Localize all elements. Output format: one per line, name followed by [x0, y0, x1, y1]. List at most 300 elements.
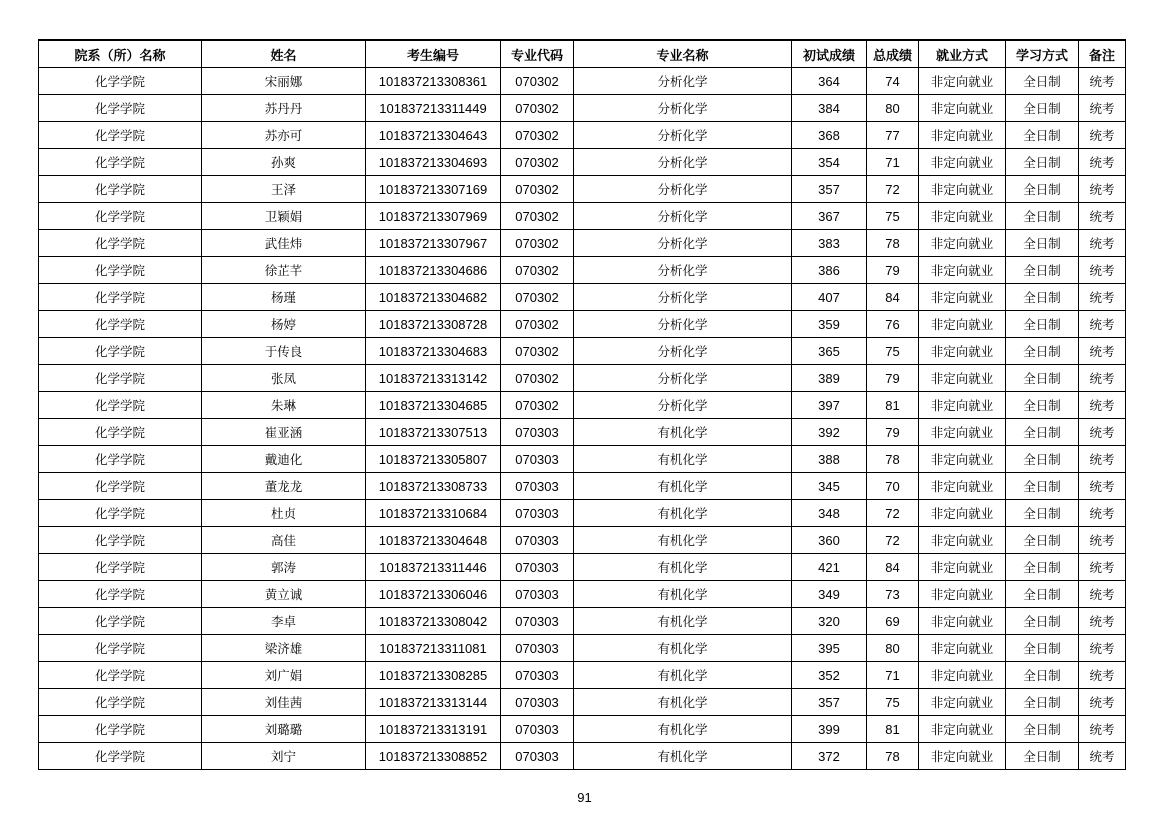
table-row — [39, 284, 1126, 311]
cell-study-mode: 全日制 — [1006, 68, 1079, 95]
cell-employment-type: 非定向就业 — [919, 581, 1006, 608]
cell-name: 高佳 — [202, 527, 366, 554]
page-number: 91 — [577, 790, 592, 805]
cell-total-score: 72 — [867, 527, 919, 554]
cell-remarks: 统考 — [1079, 473, 1126, 500]
cell-candidate-id: 101837213307967 — [366, 230, 501, 257]
cell-department: 化学学院 — [39, 95, 202, 122]
cell-name: 张凤 — [202, 365, 366, 392]
cell-total-score: 73 — [867, 581, 919, 608]
cell-name: 刘佳茜 — [202, 689, 366, 716]
cell-total-score: 70 — [867, 473, 919, 500]
cell-prelim-score: 368 — [792, 122, 867, 149]
cell-name: 孙爽 — [202, 149, 366, 176]
cell-prelim-score: 357 — [792, 689, 867, 716]
cell-candidate-id: 101837213306046 — [366, 581, 501, 608]
cell-candidate-id: 101837213304693 — [366, 149, 501, 176]
cell-name: 崔亚涵 — [202, 419, 366, 446]
header-employment-type: 就业方式 — [919, 40, 1006, 68]
cell-prelim-score: 421 — [792, 554, 867, 581]
cell-remarks: 统考 — [1079, 311, 1126, 338]
header-row — [39, 40, 1126, 68]
cell-study-mode: 全日制 — [1006, 554, 1079, 581]
cell-remarks: 统考 — [1079, 257, 1126, 284]
cell-major-name: 分析化学 — [574, 122, 792, 149]
header-department: 院系（所）名称 — [39, 40, 202, 68]
cell-major-code: 070303 — [501, 689, 574, 716]
cell-candidate-id: 101837213308042 — [366, 608, 501, 635]
cell-total-score: 81 — [867, 392, 919, 419]
cell-employment-type: 非定向就业 — [919, 608, 1006, 635]
cell-remarks: 统考 — [1079, 581, 1126, 608]
cell-candidate-id: 101837213313142 — [366, 365, 501, 392]
cell-total-score: 72 — [867, 176, 919, 203]
cell-remarks: 统考 — [1079, 689, 1126, 716]
cell-name: 刘宁 — [202, 743, 366, 770]
cell-remarks: 统考 — [1079, 608, 1126, 635]
cell-remarks: 统考 — [1079, 554, 1126, 581]
cell-major-code: 070302 — [501, 149, 574, 176]
cell-department: 化学学院 — [39, 257, 202, 284]
table-row — [39, 635, 1126, 662]
cell-prelim-score: 320 — [792, 608, 867, 635]
cell-major-code: 070303 — [501, 500, 574, 527]
cell-employment-type: 非定向就业 — [919, 554, 1006, 581]
cell-candidate-id: 101837213307169 — [366, 176, 501, 203]
cell-major-name: 分析化学 — [574, 95, 792, 122]
cell-name: 武佳炜 — [202, 230, 366, 257]
cell-department: 化学学院 — [39, 716, 202, 743]
cell-department: 化学学院 — [39, 419, 202, 446]
cell-major-name: 有机化学 — [574, 554, 792, 581]
cell-total-score: 72 — [867, 500, 919, 527]
cell-candidate-id: 101837213304648 — [366, 527, 501, 554]
cell-prelim-score: 392 — [792, 419, 867, 446]
cell-study-mode: 全日制 — [1006, 446, 1079, 473]
cell-major-code: 070303 — [501, 419, 574, 446]
cell-major-name: 有机化学 — [574, 446, 792, 473]
cell-candidate-id: 101837213304643 — [366, 122, 501, 149]
header-major-name: 专业名称 — [574, 40, 792, 68]
cell-study-mode: 全日制 — [1006, 527, 1079, 554]
header-major-code: 专业代码 — [501, 40, 574, 68]
cell-prelim-score: 348 — [792, 500, 867, 527]
cell-candidate-id: 101837213308361 — [366, 68, 501, 95]
cell-study-mode: 全日制 — [1006, 635, 1079, 662]
cell-remarks: 统考 — [1079, 716, 1126, 743]
cell-remarks: 统考 — [1079, 122, 1126, 149]
cell-major-code: 070302 — [501, 284, 574, 311]
cell-department: 化学学院 — [39, 392, 202, 419]
cell-major-code: 070302 — [501, 365, 574, 392]
cell-employment-type: 非定向就业 — [919, 284, 1006, 311]
cell-department: 化学学院 — [39, 500, 202, 527]
cell-prelim-score: 354 — [792, 149, 867, 176]
table-row — [39, 203, 1126, 230]
cell-remarks: 统考 — [1079, 419, 1126, 446]
cell-prelim-score: 372 — [792, 743, 867, 770]
cell-major-code: 070302 — [501, 392, 574, 419]
cell-total-score: 69 — [867, 608, 919, 635]
cell-remarks: 统考 — [1079, 149, 1126, 176]
table-row — [39, 149, 1126, 176]
table-row — [39, 554, 1126, 581]
admission-roster-table — [38, 39, 1126, 770]
cell-total-score: 84 — [867, 284, 919, 311]
cell-major-name: 分析化学 — [574, 311, 792, 338]
cell-department: 化学学院 — [39, 689, 202, 716]
cell-total-score: 81 — [867, 716, 919, 743]
cell-remarks: 统考 — [1079, 635, 1126, 662]
cell-study-mode: 全日制 — [1006, 95, 1079, 122]
cell-total-score: 75 — [867, 689, 919, 716]
cell-major-name: 有机化学 — [574, 419, 792, 446]
table-row — [39, 527, 1126, 554]
cell-major-name: 分析化学 — [574, 176, 792, 203]
cell-name: 刘广娟 — [202, 662, 366, 689]
cell-candidate-id: 101837213307513 — [366, 419, 501, 446]
cell-major-code: 070302 — [501, 122, 574, 149]
header-total-score: 总成绩 — [867, 40, 919, 68]
cell-candidate-id: 101837213305807 — [366, 446, 501, 473]
cell-major-code: 070302 — [501, 338, 574, 365]
cell-study-mode: 全日制 — [1006, 176, 1079, 203]
cell-employment-type: 非定向就业 — [919, 203, 1006, 230]
header-study-mode: 学习方式 — [1006, 40, 1079, 68]
table-row — [39, 311, 1126, 338]
cell-major-name: 分析化学 — [574, 257, 792, 284]
cell-name: 戴迪化 — [202, 446, 366, 473]
table-row — [39, 392, 1126, 419]
cell-prelim-score: 395 — [792, 635, 867, 662]
cell-department: 化学学院 — [39, 581, 202, 608]
cell-major-name: 有机化学 — [574, 581, 792, 608]
cell-total-score: 78 — [867, 446, 919, 473]
cell-remarks: 统考 — [1079, 500, 1126, 527]
cell-candidate-id: 101837213313144 — [366, 689, 501, 716]
cell-employment-type: 非定向就业 — [919, 365, 1006, 392]
cell-total-score: 71 — [867, 149, 919, 176]
cell-major-name: 有机化学 — [574, 527, 792, 554]
cell-prelim-score: 364 — [792, 68, 867, 95]
cell-study-mode: 全日制 — [1006, 716, 1079, 743]
cell-remarks: 统考 — [1079, 68, 1126, 95]
cell-prelim-score: 357 — [792, 176, 867, 203]
cell-prelim-score: 352 — [792, 662, 867, 689]
cell-department: 化学学院 — [39, 284, 202, 311]
cell-prelim-score: 345 — [792, 473, 867, 500]
cell-prelim-score: 359 — [792, 311, 867, 338]
table-row — [39, 257, 1126, 284]
cell-department: 化学学院 — [39, 311, 202, 338]
cell-candidate-id: 101837213307969 — [366, 203, 501, 230]
cell-department: 化学学院 — [39, 446, 202, 473]
cell-employment-type: 非定向就业 — [919, 662, 1006, 689]
table-row — [39, 743, 1126, 770]
cell-remarks: 统考 — [1079, 203, 1126, 230]
cell-major-code: 070302 — [501, 311, 574, 338]
cell-study-mode: 全日制 — [1006, 122, 1079, 149]
cell-prelim-score: 389 — [792, 365, 867, 392]
cell-prelim-score: 367 — [792, 203, 867, 230]
cell-candidate-id: 101837213308733 — [366, 473, 501, 500]
cell-name: 苏丹丹 — [202, 95, 366, 122]
cell-study-mode: 全日制 — [1006, 419, 1079, 446]
cell-candidate-id: 101837213311449 — [366, 95, 501, 122]
cell-major-code: 070303 — [501, 473, 574, 500]
cell-major-name: 分析化学 — [574, 284, 792, 311]
cell-study-mode: 全日制 — [1006, 473, 1079, 500]
cell-remarks: 统考 — [1079, 365, 1126, 392]
cell-study-mode: 全日制 — [1006, 365, 1079, 392]
cell-department: 化学学院 — [39, 743, 202, 770]
cell-candidate-id: 101837213304683 — [366, 338, 501, 365]
cell-candidate-id: 101837213311081 — [366, 635, 501, 662]
cell-employment-type: 非定向就业 — [919, 122, 1006, 149]
cell-major-name: 有机化学 — [574, 662, 792, 689]
table-row — [39, 662, 1126, 689]
cell-prelim-score: 397 — [792, 392, 867, 419]
cell-name: 宋丽娜 — [202, 68, 366, 95]
cell-total-score: 84 — [867, 554, 919, 581]
cell-major-code: 070302 — [501, 257, 574, 284]
cell-department: 化学学院 — [39, 203, 202, 230]
cell-major-code: 070303 — [501, 662, 574, 689]
cell-major-code: 070303 — [501, 581, 574, 608]
cell-name: 杨瑾 — [202, 284, 366, 311]
cell-major-code: 070302 — [501, 230, 574, 257]
cell-department: 化学学院 — [39, 662, 202, 689]
cell-name: 刘璐璐 — [202, 716, 366, 743]
table-body — [39, 68, 1126, 770]
cell-employment-type: 非定向就业 — [919, 149, 1006, 176]
cell-major-name: 有机化学 — [574, 473, 792, 500]
cell-total-score: 80 — [867, 95, 919, 122]
cell-major-code: 070303 — [501, 716, 574, 743]
cell-name: 杜贞 — [202, 500, 366, 527]
cell-name: 朱琳 — [202, 392, 366, 419]
cell-remarks: 统考 — [1079, 338, 1126, 365]
cell-study-mode: 全日制 — [1006, 149, 1079, 176]
cell-remarks: 统考 — [1079, 95, 1126, 122]
cell-name: 苏亦可 — [202, 122, 366, 149]
cell-name: 郭涛 — [202, 554, 366, 581]
cell-department: 化学学院 — [39, 608, 202, 635]
cell-total-score: 76 — [867, 311, 919, 338]
cell-employment-type: 非定向就业 — [919, 257, 1006, 284]
cell-candidate-id: 101837213308852 — [366, 743, 501, 770]
cell-employment-type: 非定向就业 — [919, 473, 1006, 500]
cell-major-code: 070303 — [501, 527, 574, 554]
cell-major-code: 070303 — [501, 554, 574, 581]
cell-department: 化学学院 — [39, 365, 202, 392]
table-row — [39, 716, 1126, 743]
table-row — [39, 473, 1126, 500]
cell-employment-type: 非定向就业 — [919, 446, 1006, 473]
cell-total-score: 78 — [867, 743, 919, 770]
cell-study-mode: 全日制 — [1006, 743, 1079, 770]
cell-total-score: 74 — [867, 68, 919, 95]
table-row — [39, 608, 1126, 635]
cell-remarks: 统考 — [1079, 662, 1126, 689]
cell-total-score: 78 — [867, 230, 919, 257]
cell-employment-type: 非定向就业 — [919, 68, 1006, 95]
table-row — [39, 581, 1126, 608]
table-row — [39, 68, 1126, 95]
cell-total-score: 77 — [867, 122, 919, 149]
table-row — [39, 365, 1126, 392]
cell-major-name: 分析化学 — [574, 392, 792, 419]
cell-name: 董龙龙 — [202, 473, 366, 500]
cell-candidate-id: 101837213310684 — [366, 500, 501, 527]
cell-employment-type: 非定向就业 — [919, 392, 1006, 419]
cell-major-code: 070302 — [501, 68, 574, 95]
header-prelim-score: 初试成绩 — [792, 40, 867, 68]
cell-total-score: 75 — [867, 203, 919, 230]
cell-prelim-score: 399 — [792, 716, 867, 743]
cell-candidate-id: 101837213313191 — [366, 716, 501, 743]
table-row — [39, 176, 1126, 203]
cell-prelim-score: 388 — [792, 446, 867, 473]
cell-study-mode: 全日制 — [1006, 581, 1079, 608]
cell-candidate-id: 101837213304682 — [366, 284, 501, 311]
cell-prelim-score: 360 — [792, 527, 867, 554]
table-row — [39, 95, 1126, 122]
cell-major-code: 070302 — [501, 176, 574, 203]
cell-major-name: 分析化学 — [574, 338, 792, 365]
cell-name: 王泽 — [202, 176, 366, 203]
cell-major-name: 分析化学 — [574, 149, 792, 176]
cell-name: 卫颖娟 — [202, 203, 366, 230]
cell-remarks: 统考 — [1079, 176, 1126, 203]
cell-remarks: 统考 — [1079, 527, 1126, 554]
header-candidate-id: 考生编号 — [366, 40, 501, 68]
cell-prelim-score: 386 — [792, 257, 867, 284]
cell-major-code: 070303 — [501, 608, 574, 635]
cell-name: 黄立诚 — [202, 581, 366, 608]
cell-study-mode: 全日制 — [1006, 392, 1079, 419]
cell-employment-type: 非定向就业 — [919, 716, 1006, 743]
cell-department: 化学学院 — [39, 122, 202, 149]
cell-employment-type: 非定向就业 — [919, 500, 1006, 527]
cell-study-mode: 全日制 — [1006, 257, 1079, 284]
cell-remarks: 统考 — [1079, 743, 1126, 770]
table-row — [39, 689, 1126, 716]
cell-employment-type: 非定向就业 — [919, 689, 1006, 716]
cell-prelim-score: 349 — [792, 581, 867, 608]
cell-prelim-score: 365 — [792, 338, 867, 365]
header-name: 姓名 — [202, 40, 366, 68]
cell-major-code: 070303 — [501, 635, 574, 662]
table-row — [39, 338, 1126, 365]
cell-department: 化学学院 — [39, 635, 202, 662]
cell-department: 化学学院 — [39, 176, 202, 203]
cell-study-mode: 全日制 — [1006, 338, 1079, 365]
cell-department: 化学学院 — [39, 473, 202, 500]
cell-name: 于传良 — [202, 338, 366, 365]
cell-study-mode: 全日制 — [1006, 608, 1079, 635]
table-row — [39, 446, 1126, 473]
cell-total-score: 80 — [867, 635, 919, 662]
cell-department: 化学学院 — [39, 149, 202, 176]
cell-prelim-score: 384 — [792, 95, 867, 122]
cell-remarks: 统考 — [1079, 284, 1126, 311]
cell-major-name: 分析化学 — [574, 230, 792, 257]
cell-remarks: 统考 — [1079, 392, 1126, 419]
cell-department: 化学学院 — [39, 338, 202, 365]
table-row — [39, 230, 1126, 257]
cell-study-mode: 全日制 — [1006, 203, 1079, 230]
header-remarks: 备注 — [1079, 40, 1126, 68]
table-row — [39, 500, 1126, 527]
cell-candidate-id: 101837213311446 — [366, 554, 501, 581]
cell-major-name: 分析化学 — [574, 203, 792, 230]
cell-department: 化学学院 — [39, 554, 202, 581]
cell-major-name: 分析化学 — [574, 68, 792, 95]
cell-major-code: 070303 — [501, 743, 574, 770]
cell-employment-type: 非定向就业 — [919, 743, 1006, 770]
cell-major-name: 有机化学 — [574, 716, 792, 743]
cell-name: 李卓 — [202, 608, 366, 635]
cell-employment-type: 非定向就业 — [919, 311, 1006, 338]
cell-major-code: 070302 — [501, 203, 574, 230]
cell-candidate-id: 101837213304685 — [366, 392, 501, 419]
cell-major-code: 070302 — [501, 95, 574, 122]
cell-candidate-id: 101837213304686 — [366, 257, 501, 284]
cell-study-mode: 全日制 — [1006, 500, 1079, 527]
cell-remarks: 统考 — [1079, 230, 1126, 257]
cell-major-name: 有机化学 — [574, 608, 792, 635]
cell-employment-type: 非定向就业 — [919, 338, 1006, 365]
cell-department: 化学学院 — [39, 527, 202, 554]
table-row — [39, 122, 1126, 149]
cell-employment-type: 非定向就业 — [919, 230, 1006, 257]
cell-candidate-id: 101837213308285 — [366, 662, 501, 689]
cell-major-name: 分析化学 — [574, 365, 792, 392]
cell-study-mode: 全日制 — [1006, 662, 1079, 689]
cell-study-mode: 全日制 — [1006, 230, 1079, 257]
cell-name: 梁济雄 — [202, 635, 366, 662]
cell-major-name: 有机化学 — [574, 635, 792, 662]
table-row — [39, 419, 1126, 446]
cell-major-name: 有机化学 — [574, 743, 792, 770]
cell-major-name: 有机化学 — [574, 500, 792, 527]
cell-employment-type: 非定向就业 — [919, 176, 1006, 203]
cell-prelim-score: 407 — [792, 284, 867, 311]
cell-total-score: 71 — [867, 662, 919, 689]
cell-major-name: 有机化学 — [574, 689, 792, 716]
cell-total-score: 75 — [867, 338, 919, 365]
cell-prelim-score: 383 — [792, 230, 867, 257]
cell-employment-type: 非定向就业 — [919, 95, 1006, 122]
cell-name: 徐芷芊 — [202, 257, 366, 284]
cell-study-mode: 全日制 — [1006, 689, 1079, 716]
cell-total-score: 79 — [867, 419, 919, 446]
cell-remarks: 统考 — [1079, 446, 1126, 473]
cell-department: 化学学院 — [39, 230, 202, 257]
cell-employment-type: 非定向就业 — [919, 635, 1006, 662]
cell-employment-type: 非定向就业 — [919, 419, 1006, 446]
cell-study-mode: 全日制 — [1006, 284, 1079, 311]
cell-employment-type: 非定向就业 — [919, 527, 1006, 554]
cell-study-mode: 全日制 — [1006, 311, 1079, 338]
cell-major-code: 070303 — [501, 446, 574, 473]
cell-department: 化学学院 — [39, 68, 202, 95]
cell-total-score: 79 — [867, 257, 919, 284]
cell-total-score: 79 — [867, 365, 919, 392]
cell-candidate-id: 101837213308728 — [366, 311, 501, 338]
cell-name: 杨婷 — [202, 311, 366, 338]
